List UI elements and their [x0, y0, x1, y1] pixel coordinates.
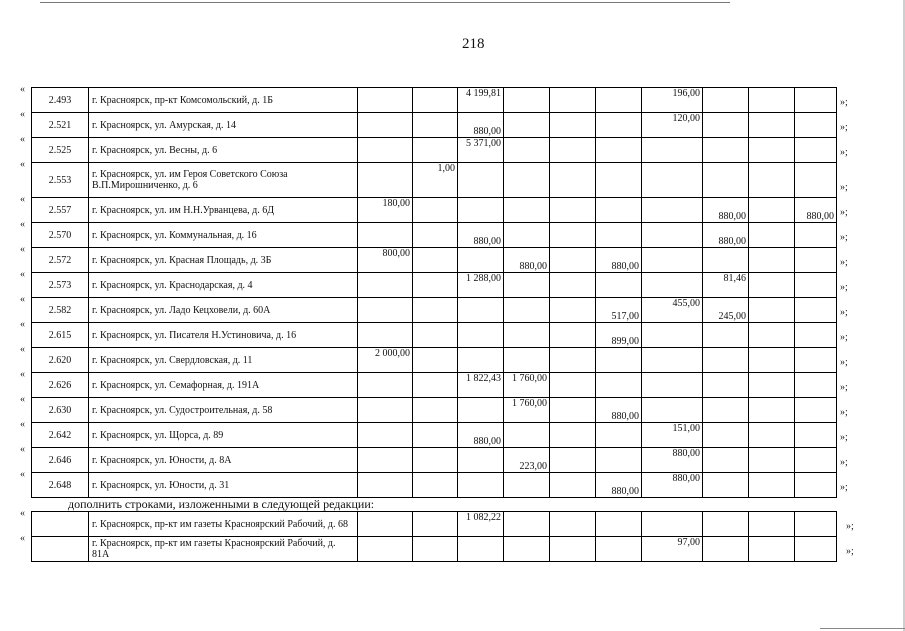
- close-quote: »;: [840, 206, 848, 218]
- value-cell: [504, 423, 550, 448]
- value-cell: [795, 113, 837, 138]
- address-table: [31, 87, 837, 498]
- open-quote: «: [20, 318, 25, 330]
- value-cell: [413, 298, 458, 323]
- value-cell: [550, 473, 596, 498]
- row-address: г. Красноярск, ул. им Героя Советского Союза В.П.Мирошниченко, д. 6: [89, 163, 358, 198]
- value-cell: 880,00: [504, 248, 550, 273]
- value-cell: [749, 348, 795, 373]
- value-cell: [749, 198, 795, 223]
- value-cell: [795, 398, 837, 423]
- value-cell: [749, 373, 795, 398]
- row-number: 2.626: [32, 373, 89, 398]
- close-quote: »;: [846, 545, 854, 557]
- value-cell: 880,00: [596, 473, 642, 498]
- value-cell: 880,00: [642, 448, 703, 473]
- row-number: 2.557: [32, 198, 89, 223]
- value-cell: [749, 248, 795, 273]
- row-number: 2.553: [32, 163, 89, 198]
- row-address: г. Красноярск, ул. им Н.Н.Урванцева, д. 6Д: [89, 198, 358, 223]
- table-row: [32, 348, 837, 373]
- value-cell: [596, 113, 642, 138]
- value-cell: [596, 198, 642, 223]
- value-cell: [358, 223, 413, 248]
- value-cell: 800,00: [358, 248, 413, 273]
- value-cell: [458, 537, 504, 562]
- row-address: г. Красноярск, ул. Амурская, д. 14: [89, 113, 358, 138]
- value-cell: [413, 138, 458, 163]
- value-cell: 151,00: [642, 423, 703, 448]
- value-cell: [642, 138, 703, 163]
- value-cell: 1 760,00: [504, 373, 550, 398]
- value-cell: 880,00: [795, 198, 837, 223]
- close-quote: »;: [840, 456, 848, 468]
- value-cell: [458, 473, 504, 498]
- value-cell: [703, 373, 749, 398]
- value-cell: [413, 398, 458, 423]
- close-quote: »;: [840, 381, 848, 393]
- row-address: г. Красноярск, ул. Юности, д. 8А: [89, 448, 358, 473]
- value-cell: [550, 198, 596, 223]
- value-cell: [703, 512, 749, 537]
- value-cell: [550, 138, 596, 163]
- value-cell: [749, 537, 795, 562]
- value-cell: [642, 223, 703, 248]
- table-row: [32, 398, 837, 423]
- row-number: 2.615: [32, 323, 89, 348]
- value-cell: [596, 423, 642, 448]
- value-cell: [550, 248, 596, 273]
- value-cell: 880,00: [703, 198, 749, 223]
- row-number: [32, 512, 89, 537]
- value-cell: [703, 473, 749, 498]
- close-quote: »;: [840, 121, 848, 133]
- open-quote: «: [20, 393, 25, 405]
- value-cell: 223,00: [504, 448, 550, 473]
- row-number: 2.648: [32, 473, 89, 498]
- row-address: г. Красноярск, пр-кт Комсомольский, д. 1Б: [89, 88, 358, 113]
- close-quote: »;: [840, 256, 848, 268]
- row-address: г. Красноярск, ул. Свердловская, д. 11: [89, 348, 358, 373]
- table-row: [32, 323, 837, 348]
- table-row: [32, 163, 837, 198]
- table-row: [32, 512, 837, 537]
- value-cell: [749, 398, 795, 423]
- table-row: [32, 537, 837, 562]
- value-cell: [358, 323, 413, 348]
- value-cell: [413, 348, 458, 373]
- value-cell: [504, 473, 550, 498]
- value-cell: [504, 348, 550, 373]
- value-cell: 1 288,00: [458, 273, 504, 298]
- value-cell: [642, 398, 703, 423]
- value-cell: [413, 248, 458, 273]
- value-cell: [749, 273, 795, 298]
- value-cell: [596, 273, 642, 298]
- value-cell: [642, 373, 703, 398]
- value-cell: 81,46: [703, 273, 749, 298]
- value-cell: [458, 248, 504, 273]
- value-cell: [550, 512, 596, 537]
- value-cell: [358, 512, 413, 537]
- value-cell: [703, 423, 749, 448]
- value-cell: [358, 373, 413, 398]
- value-cell: 880,00: [458, 113, 504, 138]
- value-cell: [642, 323, 703, 348]
- row-number: 2.642: [32, 423, 89, 448]
- row-address: г. Красноярск, ул. Ладо Кецховели, д. 60А: [89, 298, 358, 323]
- value-cell: [749, 88, 795, 113]
- table-row: [32, 223, 837, 248]
- value-cell: [413, 423, 458, 448]
- value-cell: 880,00: [596, 398, 642, 423]
- value-cell: [749, 512, 795, 537]
- value-cell: [550, 398, 596, 423]
- value-cell: [358, 537, 413, 562]
- row-address: г. Красноярск, ул. Семафорная, д. 191А: [89, 373, 358, 398]
- value-cell: 196,00: [642, 88, 703, 113]
- value-cell: [358, 473, 413, 498]
- value-cell: 1 082,22: [458, 512, 504, 537]
- close-quote: »;: [840, 231, 848, 243]
- value-cell: [458, 348, 504, 373]
- table-row: [32, 423, 837, 448]
- value-cell: [550, 423, 596, 448]
- row-number: 2.521: [32, 113, 89, 138]
- value-cell: [795, 323, 837, 348]
- value-cell: 880,00: [596, 248, 642, 273]
- value-cell: 4 199,81: [458, 88, 504, 113]
- value-cell: [596, 138, 642, 163]
- row-number: 2.493: [32, 88, 89, 113]
- table-row: [32, 88, 837, 113]
- table-row: [32, 138, 837, 163]
- table-row: [32, 298, 837, 323]
- value-cell: [596, 88, 642, 113]
- open-quote: «: [20, 83, 25, 95]
- value-cell: [413, 273, 458, 298]
- table-row: [32, 198, 837, 223]
- row-address: г. Красноярск, ул. Щорса, д. 89: [89, 423, 358, 448]
- value-cell: 899,00: [596, 323, 642, 348]
- close-quote: »;: [840, 431, 848, 443]
- close-quote: »;: [840, 96, 848, 108]
- table-row: [32, 473, 837, 498]
- value-cell: [550, 163, 596, 198]
- value-cell: [550, 298, 596, 323]
- value-cell: [550, 348, 596, 373]
- section-note: дополнить строками, изложенными в следующей редакции:: [68, 497, 375, 511]
- row-number: 2.630: [32, 398, 89, 423]
- close-quote: »;: [840, 406, 848, 418]
- value-cell: [795, 448, 837, 473]
- row-number: 2.582: [32, 298, 89, 323]
- value-cell: 880,00: [703, 223, 749, 248]
- scan-bottom-mark: [820, 628, 905, 629]
- value-cell: 1 822,43: [458, 373, 504, 398]
- value-cell: [504, 223, 550, 248]
- value-cell: [413, 537, 458, 562]
- value-cell: 1,00: [413, 163, 458, 198]
- value-cell: [358, 423, 413, 448]
- top-rule: [40, 2, 730, 3]
- value-cell: [550, 88, 596, 113]
- values-table: [31, 87, 837, 498]
- table-row: [32, 113, 837, 138]
- value-cell: [642, 198, 703, 223]
- value-cell: [795, 473, 837, 498]
- value-cell: [458, 198, 504, 223]
- table-row: [32, 373, 837, 398]
- value-cell: [795, 273, 837, 298]
- value-cell: [504, 298, 550, 323]
- value-cell: [749, 473, 795, 498]
- value-cell: [550, 273, 596, 298]
- value-cell: [358, 298, 413, 323]
- row-address: г. Красноярск, ул. Юности, д. 31: [89, 473, 358, 498]
- row-number: 2.620: [32, 348, 89, 373]
- value-cell: [795, 298, 837, 323]
- value-cell: [458, 448, 504, 473]
- value-cell: [504, 113, 550, 138]
- open-quote: «: [20, 443, 25, 455]
- open-quote: «: [20, 368, 25, 380]
- open-quote: «: [20, 343, 25, 355]
- value-cell: [504, 88, 550, 113]
- value-cell: [413, 223, 458, 248]
- row-number: [32, 537, 89, 562]
- value-cell: [358, 113, 413, 138]
- value-cell: 97,00: [642, 537, 703, 562]
- value-cell: [795, 537, 837, 562]
- value-cell: [703, 323, 749, 348]
- open-quote: «: [20, 418, 25, 430]
- value-cell: [358, 448, 413, 473]
- value-cell: [749, 223, 795, 248]
- value-cell: 180,00: [358, 198, 413, 223]
- value-cell: [504, 138, 550, 163]
- value-cell: [795, 248, 837, 273]
- value-cell: [795, 512, 837, 537]
- value-cell: [504, 163, 550, 198]
- value-cell: [358, 163, 413, 198]
- value-cell: [642, 348, 703, 373]
- value-cell: [703, 113, 749, 138]
- value-cell: [458, 323, 504, 348]
- page-number: 218: [462, 36, 485, 52]
- value-cell: [550, 323, 596, 348]
- value-cell: [504, 512, 550, 537]
- value-cell: [795, 163, 837, 198]
- close-quote: »;: [840, 306, 848, 318]
- value-cell: [795, 223, 837, 248]
- value-cell: [642, 248, 703, 273]
- value-cell: 120,00: [642, 113, 703, 138]
- value-cell: [749, 163, 795, 198]
- open-quote: «: [20, 293, 25, 305]
- open-quote: «: [20, 133, 25, 145]
- table-row: [32, 448, 837, 473]
- value-cell: 455,00: [642, 298, 703, 323]
- value-cell: [596, 537, 642, 562]
- value-cell: [642, 273, 703, 298]
- row-address: г. Красноярск, ул. Красная Площадь, д. 3Б: [89, 248, 358, 273]
- row-address: г. Красноярск, ул. Краснодарская, д. 4: [89, 273, 358, 298]
- close-quote: »;: [846, 520, 854, 532]
- value-cell: [642, 163, 703, 198]
- row-address: г. Красноярск, ул. Весны, д. 6: [89, 138, 358, 163]
- value-cell: [596, 223, 642, 248]
- value-cell: [642, 512, 703, 537]
- table-row: [32, 273, 837, 298]
- open-quote: «: [20, 193, 25, 205]
- value-cell: [358, 138, 413, 163]
- value-cell: 517,00: [596, 298, 642, 323]
- row-address: г. Красноярск, ул. Коммунальная, д. 16: [89, 223, 358, 248]
- close-quote: »;: [840, 481, 848, 493]
- value-cell: [703, 448, 749, 473]
- value-cell: [550, 373, 596, 398]
- close-quote: »;: [840, 181, 848, 193]
- value-cell: [749, 113, 795, 138]
- close-quote: »;: [840, 356, 848, 368]
- value-cell: [795, 373, 837, 398]
- row-number: 2.570: [32, 223, 89, 248]
- value-cell: [749, 138, 795, 163]
- close-quote: »;: [840, 146, 848, 158]
- value-cell: [413, 473, 458, 498]
- value-cell: 5 371,00: [458, 138, 504, 163]
- open-quote: «: [20, 507, 25, 519]
- open-quote: «: [20, 158, 25, 170]
- row-address: г. Красноярск, ул. Судостроительная, д. 58: [89, 398, 358, 423]
- value-cell: [413, 373, 458, 398]
- value-cell: [703, 537, 749, 562]
- value-cell: 2 000,00: [358, 348, 413, 373]
- row-number: 2.525: [32, 138, 89, 163]
- value-cell: [703, 88, 749, 113]
- value-cell: [413, 113, 458, 138]
- value-cell: 880,00: [642, 473, 703, 498]
- value-cell: [358, 88, 413, 113]
- value-cell: [504, 323, 550, 348]
- open-quote: «: [20, 243, 25, 255]
- row-address: г. Красноярск, пр-кт им газеты Красноярский Рабочий, д. 81А: [89, 537, 358, 562]
- value-cell: 880,00: [458, 223, 504, 248]
- value-cell: [596, 163, 642, 198]
- value-cell: [596, 448, 642, 473]
- value-cell: [504, 537, 550, 562]
- value-cell: [596, 373, 642, 398]
- value-cell: [795, 348, 837, 373]
- table-row: [32, 248, 837, 273]
- open-quote: «: [20, 468, 25, 480]
- value-cell: [749, 423, 795, 448]
- row-number: 2.646: [32, 448, 89, 473]
- value-cell: [504, 198, 550, 223]
- value-cell: [550, 223, 596, 248]
- value-cell: [596, 512, 642, 537]
- value-cell: [749, 323, 795, 348]
- value-cell: [358, 398, 413, 423]
- value-cell: 880,00: [458, 423, 504, 448]
- value-cell: [458, 398, 504, 423]
- close-quote: »;: [840, 331, 848, 343]
- value-cell: 245,00: [703, 298, 749, 323]
- open-quote: «: [20, 108, 25, 120]
- value-cell: [795, 138, 837, 163]
- value-cell: [413, 198, 458, 223]
- row-number: 2.572: [32, 248, 89, 273]
- value-cell: 1 760,00: [504, 398, 550, 423]
- value-cell: [703, 163, 749, 198]
- value-cell: [703, 348, 749, 373]
- value-cell: [413, 88, 458, 113]
- open-quote: «: [20, 218, 25, 230]
- value-cell: [458, 163, 504, 198]
- value-cell: [795, 88, 837, 113]
- open-quote: «: [20, 532, 25, 544]
- row-number: 2.573: [32, 273, 89, 298]
- value-cell: [358, 273, 413, 298]
- value-cell: [550, 113, 596, 138]
- value-cell: [703, 398, 749, 423]
- value-cell: [703, 138, 749, 163]
- value-cell: [458, 298, 504, 323]
- addition-table: [31, 511, 837, 562]
- value-cell: [596, 348, 642, 373]
- value-cell: [749, 298, 795, 323]
- open-quote: «: [20, 268, 25, 280]
- row-address: г. Красноярск, пр-кт им газеты Красноярский Рабочий, д. 68: [89, 512, 358, 537]
- value-cell: [413, 323, 458, 348]
- value-cell: [413, 512, 458, 537]
- value-cell: [550, 448, 596, 473]
- addition-values-table: [31, 511, 837, 562]
- value-cell: [504, 273, 550, 298]
- value-cell: [795, 423, 837, 448]
- close-quote: »;: [840, 281, 848, 293]
- value-cell: [749, 448, 795, 473]
- value-cell: [550, 537, 596, 562]
- value-cell: [703, 248, 749, 273]
- row-address: г. Красноярск, ул. Писателя Н.Устиновича, д. 16: [89, 323, 358, 348]
- value-cell: [413, 448, 458, 473]
